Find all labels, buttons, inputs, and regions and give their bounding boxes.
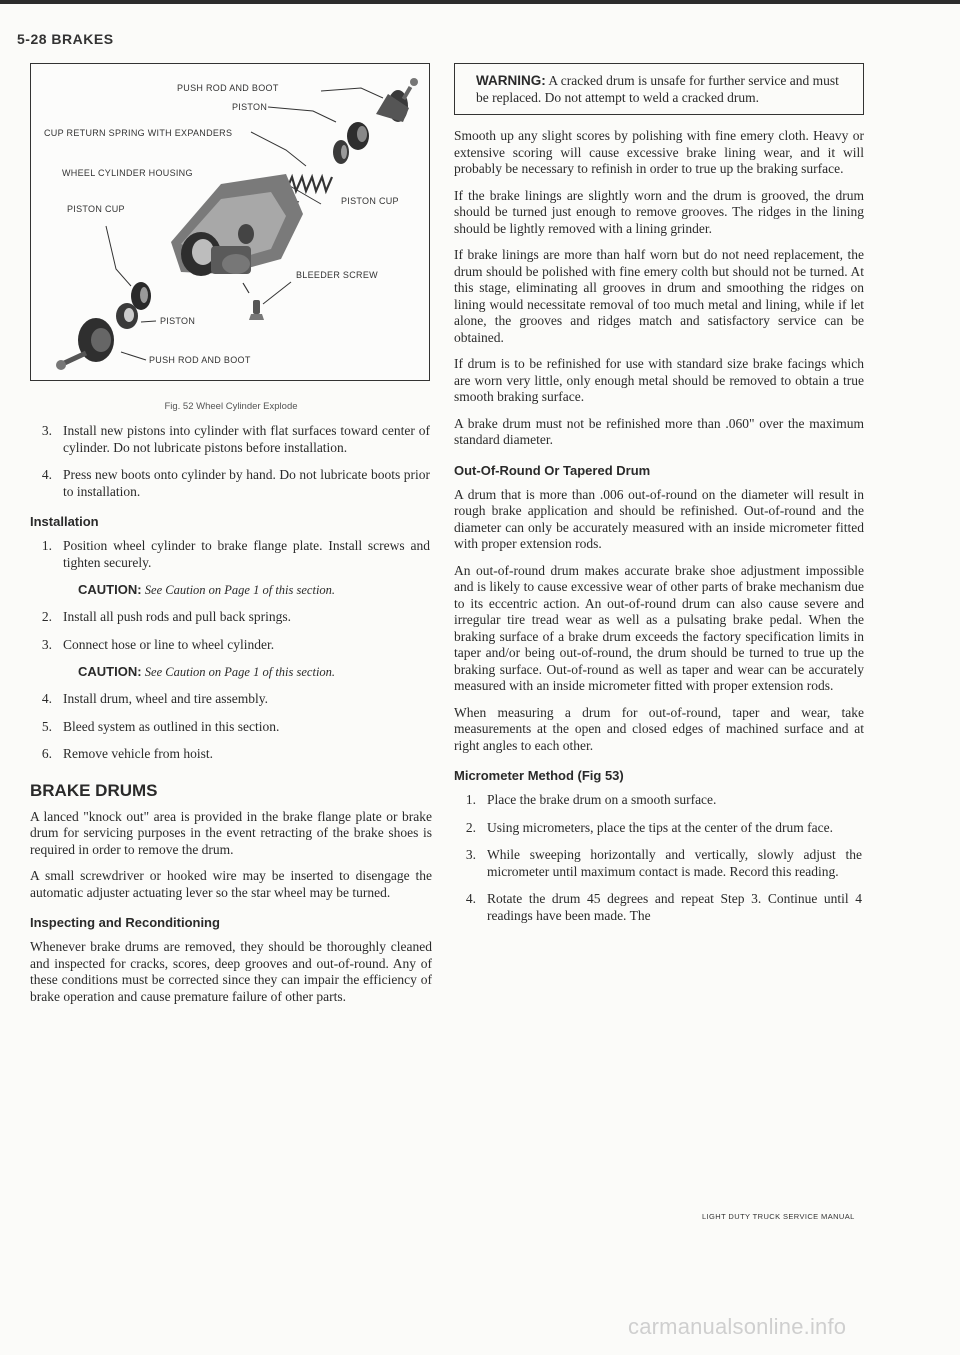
label-piston-bottom: PISTON (160, 316, 196, 326)
inspecting-paragraph: Whenever brake drums are removed, they should be thoroughly cleaned and inspected for cracks, scores, deep grooves and out-of-round. Any of these conditions must be corrected since they can impair the efficiency of brake operation and cause premature failure of other parts. (30, 939, 432, 1004)
list-item: 3. While sweeping horizontally and vertically, slowly adjust the micrometer until maximum contact is made. Record this reading. (465, 847, 862, 879)
brake-drums-heading: BRAKE DRUMS (30, 780, 158, 800)
figure-caption: Fig. 52 Wheel Cylinder Explode (164, 401, 298, 412)
page-header: 5-28 BRAKES (17, 31, 114, 47)
paragraph: If the brake linings are slightly worn and the drum is grooved, the drum should be turned just enough to remove grooves. The ridges in the lining should be lightly removed with a lining grinder. (454, 187, 864, 236)
label-piston-top: PISTON (232, 102, 268, 112)
paragraph: If brake linings are more than half worn but do not need replacement, the drum should be polished with fine emery colth but should not be turned. At this stage, eliminating all grooves in drum and smoothing the ridges on lining would necessitate removal of too much metal and lining, while if let alone, the grooves and ridges match and satisfactory service can be obtained. (454, 247, 864, 345)
wheel-cylinder-housing-graphic (171, 174, 303, 276)
right-column (454, 63, 864, 935)
list-item: 4. Rotate the drum 45 degrees and repeat Step 3. Continue until 4 readings have been made. The (465, 891, 862, 923)
list-item: 3. Install new pistons into cylinder with flat surfaces toward center of cylinder. Do not lubricate pistons before installation. (41, 423, 430, 455)
installation-heading: Installation (30, 514, 99, 529)
installation-steps-c (30, 691, 432, 763)
label-piston-cup-right: PISTON CUP (341, 196, 399, 206)
installation-steps-a (30, 538, 432, 571)
inspecting-heading: Inspecting and Reconditioning (30, 915, 220, 930)
micrometer-method-heading: Micrometer Method (Fig 53) (454, 768, 624, 783)
list-item: 2. Install all push rods and pull back springs. (41, 609, 291, 624)
label-bleeder-screw: BLEEDER SCREW (296, 270, 378, 280)
paragraph: If drum is to be refinished for use with standard size brake facings which are worn very little, only enough metal should be removed to obtain a true smooth braking surface. (454, 356, 864, 404)
micrometer-steps (454, 792, 864, 924)
list-item: 2. Using micrometers, place the tips at the center of the drum face. (465, 819, 833, 835)
paragraph: When measuring a drum for out-of-round, taper and wear, take measurements at the open and closed edges of machined surface and at right angles to each other. (454, 704, 864, 753)
warning-text: A cracked drum is unsafe for further service and must be replaced. Do not attempt to weld a cracked drum. (476, 73, 839, 105)
paragraph: A brake drum must not be refinished more than .060" over the maximum standard diameter. (454, 415, 864, 447)
paragraph: An out-of-round drum makes accurate brake shoe adjustment impossible and is likely to cause excessive wear of other parts of brake mechanism due to its eccentric action. An out-of-round drum can also cause severe and irregular tire tread wear as well as a pulsating brake pedal. When the braking surface of a brake drum exceeds the factory specification limits in taper and/or being out-of-round, the drum should be turned to true up the braking surface. Out-of-round as well as taper and wear can be accurately measured with an inside micrometer fitted with proper extension rods. (454, 562, 864, 693)
label-push-rod-boot-top: PUSH ROD AND BOOT (177, 83, 279, 93)
top-rule (0, 0, 960, 4)
label-piston-cup-left: PISTON CUP (67, 204, 125, 214)
list-item: 1. Place the brake drum on a smooth surface. (465, 792, 717, 807)
out-of-round-heading: Out-Of-Round Or Tapered Drum (454, 462, 651, 478)
left-column (30, 63, 432, 1015)
disassembly-steps (30, 423, 432, 500)
list-item: 4. Press new boots onto cylinder by hand. Do not lubricate boots prior to installation. (41, 467, 430, 499)
bottom-push-rod-boot-graphic (56, 318, 114, 370)
wheel-cylinder-illustration (31, 64, 431, 382)
warning-box (454, 63, 864, 115)
list-item: 4. Install drum, wheel and tire assembly. (41, 691, 268, 706)
label-cup-return-spring: CUP RETURN SPRING WITH EXPANDERS (44, 128, 233, 138)
brake-drums-paragraph-1: A lanced "knock out" area is provided in the brake flange plate or brake drum for servicing purposes in the event retracting of the brake shoes is required in order to remove the drum. (30, 808, 432, 857)
caution-note-1: CAUTION: See Caution on Page 1 of this section. (78, 582, 336, 597)
page-footer: LIGHT DUTY TRUCK SERVICE MANUAL (702, 1212, 855, 1221)
caution-note-2: CAUTION: See Caution on Page 1 of this section. (78, 664, 336, 679)
watermark: carmanualsonline.info (628, 1314, 847, 1339)
list-item: 3. Connect hose or line to wheel cylinder. (41, 636, 275, 652)
figure-wheel-cylinder (30, 63, 430, 381)
paragraph: A drum that is more than .006 out-of-round on the diameter will result in rough brake application and should be refinished. Out-of-round and the diameter can only be accurately measured with an inside micrometer fitted with proper extension rods. (454, 486, 864, 551)
installation-steps-b (30, 609, 432, 653)
label-push-rod-boot-bottom: PUSH ROD AND BOOT (149, 355, 251, 365)
brake-drums-paragraph-2: A small screwdriver or hooked wire may be inserted to disengage the automatic adjuster actuating lever so the star wheel may be turned. (30, 868, 432, 900)
paragraph: Smooth up any slight scores by polishing with fine emery cloth. Heavy or extensive scoring will cause excessive brake lining wear, and it will probably be necessary to refinish in order to true up the braking surface. (454, 128, 864, 176)
label-wheel-cylinder-housing: WHEEL CYLINDER HOUSING (62, 168, 193, 178)
list-item: 6. Remove vehicle from hoist. (41, 746, 213, 761)
warning-label: WARNING: (476, 73, 546, 88)
top-push-rod-boot-graphic (376, 78, 418, 122)
list-item: 1. Position wheel cylinder to brake flange plate. Install screws and tighten securely. (41, 538, 430, 570)
list-item: 5. Bleed system as outlined in this section. (41, 718, 280, 734)
